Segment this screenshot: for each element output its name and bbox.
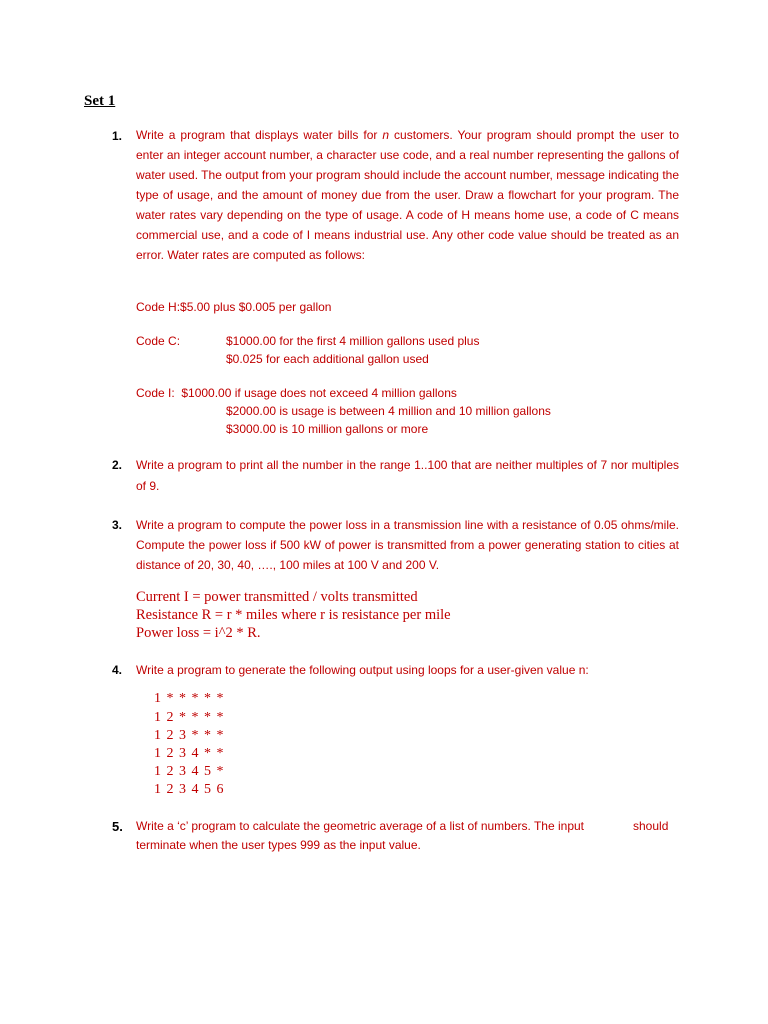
q1-number: 1. <box>112 129 123 143</box>
pattern-row-3: 1 2 3 * * * <box>154 728 225 743</box>
q5-number: 5. <box>112 819 123 834</box>
pattern-row-4: 1 2 3 4 * * <box>154 746 225 761</box>
q4-number: 4. <box>112 663 123 677</box>
q4-text: Write a program to generate the following output using loops for a user-given value n: <box>136 663 589 677</box>
pattern-row-2: 1 2 * * * * <box>154 710 225 725</box>
q5-text-line2: terminate when the user types 999 as the input value. <box>136 838 421 852</box>
q3-formula-resistance: Resistance R = r * miles where r is resistance per mile <box>136 607 451 623</box>
q1-code-c-label: Code C: <box>136 334 181 348</box>
q1-code-c-line1: $1000.00 for the first 4 million gallons used plus <box>226 334 480 348</box>
set-heading: Set 1 <box>84 93 116 109</box>
pattern-row-5: 1 2 3 4 5 * <box>154 764 225 779</box>
q1-code-i-line2: $2000.00 is usage is between 4 million and 10 million gallons <box>226 404 551 418</box>
q3-formula-current: Current I = power transmitted / volts transmitted <box>136 589 418 605</box>
q1-text-pre: Write a program that displays water bills for <box>136 128 383 142</box>
q1-text-post: customers. Your program should prompt the user to enter an integer account number, a character use code, and a real number representing the gallons of water used. The output from your program should include the account number, message indicating the type of usage, and the amount of money due from the user. Draw a flowchart for your program. The water rates vary depending on the type of usage. A code of H means home use, a code of C means commercial use, and a code of I means industrial use. Any other code value should be treated as an error. Water rates are computed as follows: <box>136 128 680 262</box>
q1-code-c-line2: $0.025 for each additional gallon used <box>226 352 429 366</box>
q5-text-line1-end: should <box>633 819 669 833</box>
q1-code-h: Code H:$5.00 plus $0.005 per gallon <box>136 300 332 314</box>
q1-text <box>136 125 679 265</box>
q2-number: 2. <box>112 458 123 472</box>
q1-code-i-line3: $3000.00 is 10 million gallons or more <box>226 422 429 436</box>
pattern-row-1: 1 * * * * * <box>154 691 225 706</box>
pattern-row-6: 1 2 3 4 5 6 <box>154 782 225 797</box>
q2-text: Write a program to print all the number in the range 1..100 that are neither multiples of 7 nor multiples of 9. <box>136 458 679 493</box>
q3-number: 3. <box>112 518 123 532</box>
q5-text-line1: Write a ‘c’ program to calculate the geometric average of a list of numbers. The input <box>136 819 584 833</box>
q3-formula-power-loss: Power loss = i^2 * R. <box>136 625 261 641</box>
q1-text-n: n <box>382 128 390 142</box>
q1-code-i-line1: Code I: $1000.00 if usage does not exceed 4 million gallons <box>136 386 457 400</box>
q3-text: Write a program to compute the power loss in a transmission line with a resistance of 0.05 ohms/mile. Compute the power loss if 500 kW of power is transmitted from a power generating station to cities at distance of 20, 30, 40, …., 100 miles at 100 V and 200 V. <box>136 518 679 572</box>
